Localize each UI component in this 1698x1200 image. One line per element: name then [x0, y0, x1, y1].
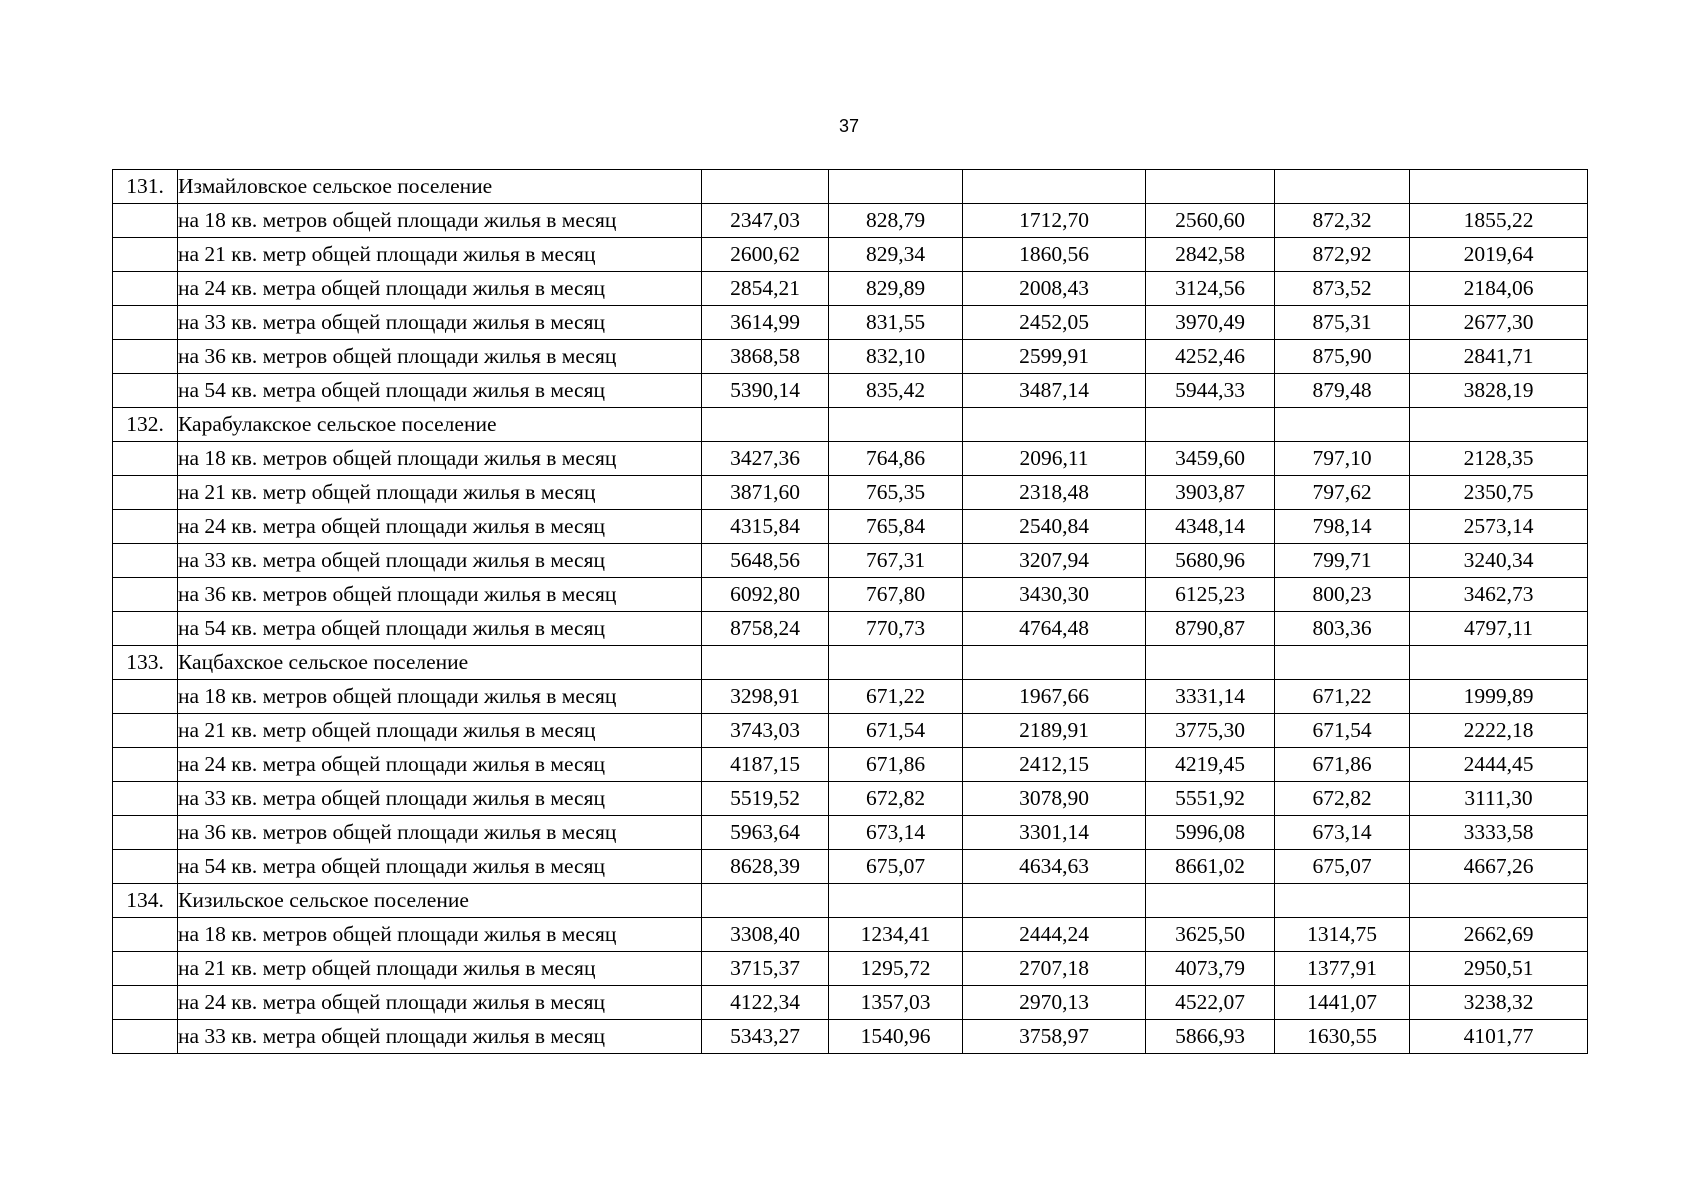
row-label: на 21 кв. метр общей площади жилья в месяц [178, 476, 702, 510]
table-row [113, 204, 1588, 238]
value-cell: 2560,60 [1146, 204, 1275, 238]
row-label: на 54 кв. метра общей площади жилья в месяц [178, 850, 702, 884]
row-number-cell [113, 442, 178, 476]
table-row [113, 1020, 1588, 1054]
table-row [113, 238, 1588, 272]
empty-cell [829, 170, 963, 204]
value-cell: 671,54 [1275, 714, 1410, 748]
value-cell: 2318,48 [963, 476, 1146, 510]
value-cell: 3331,14 [1146, 680, 1275, 714]
value-cell: 1377,91 [1275, 952, 1410, 986]
row-number-cell [113, 238, 178, 272]
value-cell: 5343,27 [702, 1020, 829, 1054]
table-row [113, 306, 1588, 340]
value-cell: 3462,73 [1410, 578, 1588, 612]
empty-cell [963, 646, 1146, 680]
value-cell: 799,71 [1275, 544, 1410, 578]
value-cell: 803,36 [1275, 612, 1410, 646]
value-cell: 832,10 [829, 340, 963, 374]
value-cell: 5944,33 [1146, 374, 1275, 408]
table-row [113, 816, 1588, 850]
row-label: на 54 кв. метра общей площади жилья в месяц [178, 612, 702, 646]
value-cell: 8661,02 [1146, 850, 1275, 884]
table-row [113, 612, 1588, 646]
empty-cell [702, 646, 829, 680]
table-row [113, 476, 1588, 510]
value-cell: 1630,55 [1275, 1020, 1410, 1054]
value-cell: 671,86 [829, 748, 963, 782]
value-cell: 4187,15 [702, 748, 829, 782]
value-cell: 3868,58 [702, 340, 829, 374]
row-label: на 24 кв. метра общей площади жилья в месяц [178, 510, 702, 544]
empty-cell [1410, 646, 1588, 680]
value-cell: 3871,60 [702, 476, 829, 510]
row-label: на 36 кв. метров общей площади жилья в месяц [178, 816, 702, 850]
value-cell: 8628,39 [702, 850, 829, 884]
value-cell: 2854,21 [702, 272, 829, 306]
value-cell: 672,82 [829, 782, 963, 816]
empty-cell [1410, 884, 1588, 918]
table-row [113, 714, 1588, 748]
value-cell: 5551,92 [1146, 782, 1275, 816]
value-cell: 872,32 [1275, 204, 1410, 238]
section-number: 134. [113, 884, 178, 918]
empty-cell [702, 408, 829, 442]
value-cell: 5680,96 [1146, 544, 1275, 578]
value-cell: 875,31 [1275, 306, 1410, 340]
row-number-cell [113, 578, 178, 612]
value-cell: 5963,64 [702, 816, 829, 850]
row-label: на 33 кв. метра общей площади жилья в месяц [178, 306, 702, 340]
value-cell: 3614,99 [702, 306, 829, 340]
value-cell: 873,52 [1275, 272, 1410, 306]
empty-cell [829, 408, 963, 442]
value-cell: 2662,69 [1410, 918, 1588, 952]
value-cell: 8790,87 [1146, 612, 1275, 646]
value-cell: 3487,14 [963, 374, 1146, 408]
table-row [113, 918, 1588, 952]
value-cell: 764,86 [829, 442, 963, 476]
row-label: на 18 кв. метров общей площади жилья в месяц [178, 204, 702, 238]
table-body [113, 170, 1588, 1054]
value-cell: 765,84 [829, 510, 963, 544]
value-cell: 2184,06 [1410, 272, 1588, 306]
row-label: на 33 кв. метра общей площади жилья в месяц [178, 1020, 702, 1054]
value-cell: 6125,23 [1146, 578, 1275, 612]
row-number-cell [113, 544, 178, 578]
value-cell: 2347,03 [702, 204, 829, 238]
row-number-cell [113, 476, 178, 510]
row-number-cell [113, 748, 178, 782]
row-number-cell [113, 680, 178, 714]
table-row [113, 544, 1588, 578]
row-label: на 18 кв. метров общей площади жилья в месяц [178, 680, 702, 714]
value-cell: 3207,94 [963, 544, 1146, 578]
value-cell: 673,14 [1275, 816, 1410, 850]
empty-cell [1275, 884, 1410, 918]
section-number: 133. [113, 646, 178, 680]
value-cell: 3298,91 [702, 680, 829, 714]
value-cell: 3333,58 [1410, 816, 1588, 850]
value-cell: 5866,93 [1146, 1020, 1275, 1054]
value-cell: 2444,24 [963, 918, 1146, 952]
value-cell: 4252,46 [1146, 340, 1275, 374]
value-cell: 2096,11 [963, 442, 1146, 476]
row-number-cell [113, 816, 178, 850]
value-cell: 4073,79 [1146, 952, 1275, 986]
value-cell: 4667,26 [1410, 850, 1588, 884]
section-name: Кацбахское сельское поселение [178, 646, 702, 680]
row-label: на 18 кв. метров общей площади жилья в месяц [178, 442, 702, 476]
table-row [113, 748, 1588, 782]
empty-cell [1146, 170, 1275, 204]
value-cell: 800,23 [1275, 578, 1410, 612]
row-number-cell [113, 850, 178, 884]
value-cell: 1712,70 [963, 204, 1146, 238]
value-cell: 2412,15 [963, 748, 1146, 782]
row-label: на 18 кв. метров общей площади жилья в месяц [178, 918, 702, 952]
value-cell: 4122,34 [702, 986, 829, 1020]
value-cell: 828,79 [829, 204, 963, 238]
value-cell: 6092,80 [702, 578, 829, 612]
row-label: на 24 кв. метра общей площади жилья в месяц [178, 272, 702, 306]
value-cell: 5519,52 [702, 782, 829, 816]
value-cell: 8758,24 [702, 612, 829, 646]
value-cell: 767,80 [829, 578, 963, 612]
value-cell: 829,34 [829, 238, 963, 272]
value-cell: 872,92 [1275, 238, 1410, 272]
value-cell: 767,31 [829, 544, 963, 578]
value-cell: 3238,32 [1410, 986, 1588, 1020]
tariff-table [112, 169, 1588, 1054]
value-cell: 1357,03 [829, 986, 963, 1020]
section-header-row [113, 170, 1588, 204]
value-cell: 5648,56 [702, 544, 829, 578]
value-cell: 5996,08 [1146, 816, 1275, 850]
row-label: на 33 кв. метра общей площади жилья в месяц [178, 544, 702, 578]
row-label: на 36 кв. метров общей площади жилья в месяц [178, 340, 702, 374]
row-label: на 36 кв. метров общей площади жилья в месяц [178, 578, 702, 612]
value-cell: 675,07 [1275, 850, 1410, 884]
value-cell: 3828,19 [1410, 374, 1588, 408]
value-cell: 1295,72 [829, 952, 963, 986]
row-label: на 54 кв. метра общей площади жилья в месяц [178, 374, 702, 408]
value-cell: 4797,11 [1410, 612, 1588, 646]
row-number-cell [113, 612, 178, 646]
row-label: на 21 кв. метр общей площади жилья в месяц [178, 238, 702, 272]
value-cell: 1234,41 [829, 918, 963, 952]
empty-cell [1275, 646, 1410, 680]
table-row [113, 272, 1588, 306]
value-cell: 2599,91 [963, 340, 1146, 374]
table-row [113, 510, 1588, 544]
table-row [113, 340, 1588, 374]
value-cell: 671,86 [1275, 748, 1410, 782]
empty-cell [1275, 408, 1410, 442]
value-cell: 671,22 [1275, 680, 1410, 714]
value-cell: 2950,51 [1410, 952, 1588, 986]
value-cell: 3427,36 [702, 442, 829, 476]
value-cell: 1967,66 [963, 680, 1146, 714]
row-label: на 33 кв. метра общей площади жилья в месяц [178, 782, 702, 816]
value-cell: 3903,87 [1146, 476, 1275, 510]
value-cell: 797,10 [1275, 442, 1410, 476]
value-cell: 3758,97 [963, 1020, 1146, 1054]
value-cell: 4634,63 [963, 850, 1146, 884]
value-cell: 798,14 [1275, 510, 1410, 544]
empty-cell [1275, 170, 1410, 204]
row-number-cell [113, 714, 178, 748]
value-cell: 2842,58 [1146, 238, 1275, 272]
value-cell: 831,55 [829, 306, 963, 340]
row-label: на 24 кв. метра общей площади жилья в месяц [178, 986, 702, 1020]
empty-cell [1146, 408, 1275, 442]
value-cell: 2677,30 [1410, 306, 1588, 340]
empty-cell [829, 884, 963, 918]
table-row [113, 986, 1588, 1020]
value-cell: 765,35 [829, 476, 963, 510]
value-cell: 2019,64 [1410, 238, 1588, 272]
value-cell: 4764,48 [963, 612, 1146, 646]
row-number-cell [113, 952, 178, 986]
value-cell: 770,73 [829, 612, 963, 646]
value-cell: 2350,75 [1410, 476, 1588, 510]
value-cell: 1540,96 [829, 1020, 963, 1054]
value-cell: 3078,90 [963, 782, 1146, 816]
value-cell: 3743,03 [702, 714, 829, 748]
empty-cell [1146, 646, 1275, 680]
value-cell: 3240,34 [1410, 544, 1588, 578]
section-header-row [113, 884, 1588, 918]
value-cell: 3715,37 [702, 952, 829, 986]
value-cell: 829,89 [829, 272, 963, 306]
section-number: 131. [113, 170, 178, 204]
empty-cell [963, 408, 1146, 442]
row-number-cell [113, 272, 178, 306]
row-number-cell [113, 918, 178, 952]
value-cell: 2222,18 [1410, 714, 1588, 748]
value-cell: 2540,84 [963, 510, 1146, 544]
value-cell: 3301,14 [963, 816, 1146, 850]
value-cell: 835,42 [829, 374, 963, 408]
value-cell: 3308,40 [702, 918, 829, 952]
value-cell: 4348,14 [1146, 510, 1275, 544]
value-cell: 2189,91 [963, 714, 1146, 748]
value-cell: 2444,45 [1410, 748, 1588, 782]
table-row [113, 850, 1588, 884]
empty-cell [829, 646, 963, 680]
section-number: 132. [113, 408, 178, 442]
value-cell: 797,62 [1275, 476, 1410, 510]
value-cell: 3111,30 [1410, 782, 1588, 816]
section-name: Карабулакское сельское поселение [178, 408, 702, 442]
value-cell: 2841,71 [1410, 340, 1588, 374]
section-name: Измайловское сельское поселение [178, 170, 702, 204]
empty-cell [963, 884, 1146, 918]
table-row [113, 578, 1588, 612]
value-cell: 3625,50 [1146, 918, 1275, 952]
table-row [113, 374, 1588, 408]
value-cell: 2600,62 [702, 238, 829, 272]
value-cell: 1999,89 [1410, 680, 1588, 714]
row-label: на 21 кв. метр общей площади жилья в месяц [178, 952, 702, 986]
row-label: на 21 кв. метр общей площади жилья в месяц [178, 714, 702, 748]
section-name: Кизильское сельское поселение [178, 884, 702, 918]
row-number-cell [113, 782, 178, 816]
empty-cell [702, 884, 829, 918]
value-cell: 3124,56 [1146, 272, 1275, 306]
value-cell: 1441,07 [1275, 986, 1410, 1020]
value-cell: 672,82 [1275, 782, 1410, 816]
section-header-row [113, 646, 1588, 680]
row-number-cell [113, 204, 178, 238]
value-cell: 4315,84 [702, 510, 829, 544]
value-cell: 671,54 [829, 714, 963, 748]
value-cell: 5390,14 [702, 374, 829, 408]
empty-cell [963, 170, 1146, 204]
value-cell: 3430,30 [963, 578, 1146, 612]
empty-cell [1410, 408, 1588, 442]
row-number-cell [113, 1020, 178, 1054]
empty-cell [702, 170, 829, 204]
row-label: на 24 кв. метра общей площади жилья в месяц [178, 748, 702, 782]
table-row [113, 442, 1588, 476]
value-cell: 1855,22 [1410, 204, 1588, 238]
row-number-cell [113, 986, 178, 1020]
value-cell: 879,48 [1275, 374, 1410, 408]
page-number: 37 [838, 116, 860, 136]
empty-cell [1146, 884, 1275, 918]
value-cell: 3775,30 [1146, 714, 1275, 748]
value-cell: 1860,56 [963, 238, 1146, 272]
value-cell: 2573,14 [1410, 510, 1588, 544]
value-cell: 2008,43 [963, 272, 1146, 306]
value-cell: 4522,07 [1146, 986, 1275, 1020]
row-number-cell [113, 340, 178, 374]
section-header-row [113, 408, 1588, 442]
value-cell: 4219,45 [1146, 748, 1275, 782]
value-cell: 2128,35 [1410, 442, 1588, 476]
row-number-cell [113, 306, 178, 340]
row-number-cell [113, 510, 178, 544]
value-cell: 2970,13 [963, 986, 1146, 1020]
value-cell: 3970,49 [1146, 306, 1275, 340]
value-cell: 671,22 [829, 680, 963, 714]
table-row [113, 952, 1588, 986]
value-cell: 4101,77 [1410, 1020, 1588, 1054]
value-cell: 675,07 [829, 850, 963, 884]
row-number-cell [113, 374, 178, 408]
value-cell: 2452,05 [963, 306, 1146, 340]
value-cell: 1314,75 [1275, 918, 1410, 952]
value-cell: 673,14 [829, 816, 963, 850]
empty-cell [1410, 170, 1588, 204]
table-row [113, 680, 1588, 714]
value-cell: 2707,18 [963, 952, 1146, 986]
table-row [113, 782, 1588, 816]
value-cell: 3459,60 [1146, 442, 1275, 476]
value-cell: 875,90 [1275, 340, 1410, 374]
